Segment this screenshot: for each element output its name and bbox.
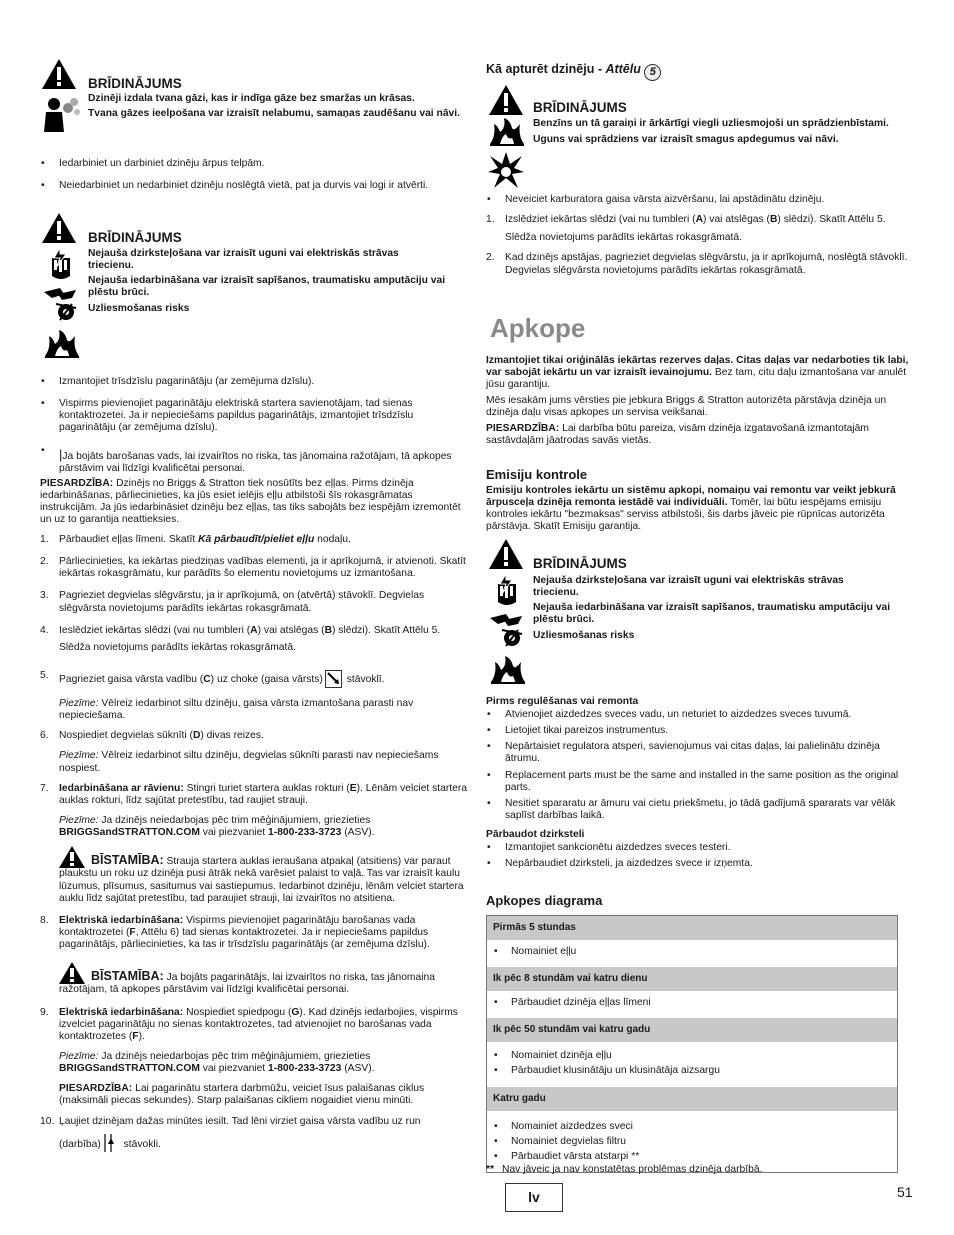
warning-triangle-icon [488, 84, 524, 116]
emissions-paragraph: Emisiju kontroles iekārtu un sistēmu apkopi, nomaiņu vai remontu var veikt jebkurā ārpusceļa dzinēja remonta iestādē vai individuāli. Tomēr, lai būtu iespējams emisiju kontroles iekārtu "bezmaksas" serviss atbilstoši, šis darbs jāveic pie rūpnīcas autorizēta pārstāvja. Skatīt Emisiju garantija. [486, 485, 896, 533]
list-item: 3. Pagrieziet degvielas slēgvārstu, ja ir aprīkojumā, on (atvērtā) stāvoklī. Degvielas slēgvārsta novietojums parādīts iekārtas rokasgrāmatā. [40, 590, 425, 614]
warning-block-spark [486, 538, 912, 688]
warning-text: Uguns vai sprādziens var izraisīt smagus apdegumus vai nāvi. [533, 134, 839, 145]
exhaust-fumes-icon [40, 96, 82, 134]
list-item: • Nesitiet spararatu ar āmuru vai cietu priekšmetu, jo tādā gadījumā spararats var vēlāk saplīst darbības laikā. [486, 798, 912, 822]
list-item: 10. Ļaujiet dzinējam dažas minūtes iesilt. Tad lēni virziet gaisa vārsta vadību uz run (darbība) stāvokli. [40, 1115, 421, 1150]
warning-block-spark [40, 212, 470, 362]
right-column [486, 0, 912, 1235]
list-item: 4. Ieslēdziet iekārtas slēdzi (vai nu tumbleri (A) vai atslēgas (B) slēdzi). Skatīt Attēlu 5. Slēdža novietojums parādīts iekārtas rokasgrāmatā. [40, 624, 441, 653]
page-title: Apkope [490, 313, 586, 343]
list-item: • Lietojiet tikai pareizos instrumentus. [486, 725, 912, 737]
entanglement-icon [42, 284, 82, 324]
explosion-icon [486, 150, 526, 190]
warning-title: BRĪDINĀJUMS [88, 230, 182, 245]
danger-triangle-icon [58, 845, 86, 869]
warning-text: Nejauša dzirksteļošana var izraisīt uguni vai elektriskās strāvas triecienu. [88, 248, 399, 272]
table-header: Pirmās 5 stundas [487, 916, 897, 940]
list-item: • Nepārbaudiet dzirksteli, ja aizdedzes svece ir izņemta. [486, 858, 912, 870]
start-steps [40, 534, 470, 1152]
fire-icon [489, 654, 527, 686]
list-item: 8. Elektriskā iedarbināšana: Vispirms pievienojiet pagarinātāju barošanas vada kontaktrozetei (F, Attēlu 6) tad sienas kontaktrozetei. Ja ir nepieciešams papildus pagarinātājs, pārliecinieties, ka tas ir trīsdzīslu pagarinātājs (ar zemējuma dzīslu). [40, 914, 430, 951]
list-item: • Nomainiet eļļu [493, 946, 891, 958]
section-title-emissions: Emisiju kontrole [486, 467, 588, 482]
warning-text: Uzliesmošanas risks [88, 303, 190, 314]
list-item: • Nomainiet aizdedzes sveci [493, 1121, 891, 1133]
table-footnote: ** Nav jāveic ja nav konstatētas problēmas dzinēja darbībā. [486, 1164, 763, 1175]
list-item: 2. Pārliecinieties, ka iekārtas piedziņas vadības elementi, ja ir aprīkojumā, ir atvienoti. Skatīt iekārtas rokasgrāmatu, kur parādīts šo elementu novietojums uz izmantošana. [40, 556, 466, 580]
list-item: • Replacement parts must be the same and installed in the same position as the original parts. [486, 770, 912, 794]
list-item: • Neveiciet karburatora gaisa vārsta aizvēršanu, lai apstādinātu dzinēju. [486, 194, 912, 206]
danger-block: BĪSTAMĪBA: Strauja startera auklas ieraušana atpakaļ (atsitiens) var paraut plaukstu un roku uz dzinēja pusi ātrāk nekā varēsiet palaist to vaļā. Tas var izraisīt kaulu lūzumus, plīsumus, sasitumus vai sastiepumus. Iedarbinot dzinēju, lēnām velciet startera auklu līdz sajūtat pretestību, tad paraujiet strauji, lai izvairītos no atsitiena. [40, 853, 470, 905]
list-item: • Pārbaudiet klusinātāju un klusinātāja aizsargu [493, 1065, 891, 1077]
list-item: 5. Pagrieziet gaisa vārsta vadību (C) uz choke (gaisa vārsts) stāvoklī. Piezīme: Vēlreiz iedarbinot siltu dzinēju, gaisa vārsta izmantošana parasti nav nepieciešama. [40, 669, 414, 722]
table-row [487, 991, 897, 1018]
warning-title: BRĪDINĀJUMS [88, 76, 182, 91]
electric-shock-icon [490, 572, 524, 608]
table-header: Ik pēc 8 stundām vai katru dienu [487, 967, 897, 991]
list-item: 7. Iedarbināšana ar rāvienu: Stingri turiet startera auklas rokturi (E). Lēnām velciet startera auklas rokturi, līdz sajūtat pretestību, tad raujiet strauji. Piezīme: Ja dzinējs neiedarbojas pēc trim mēģinājumiem, griezieties BRIGGSandSTRATTON.COM vai piezvaniet 1-800-233-3723 (ASV). [40, 782, 468, 839]
table-header: Ik pēc 50 stundām vai katru gadu [487, 1018, 897, 1042]
warning-text: Tvana gāzes ieelpošana var izraisīt nelabumu, samaņas zaudēšanu vai nāvi. [88, 108, 460, 119]
danger-triangle-icon [58, 961, 86, 985]
danger-block: BĪSTAMĪBA: Ja bojāts pagarinātājs, lai izvairītos no riska, tas jānomaina ražotājam, tā apkopes pārstāvim vai līdzīgi kvalificētai personai. [40, 969, 470, 996]
list-item: • Pārbaudiet dzinēja eļļas līmeni [493, 997, 891, 1009]
list-item: 1. Izslēdziet iekārtas slēdzi (vai nu tumbleri (A) vai atslēgas (B) slēdzi). Skatīt Attēlu 5. Slēdža novietojums parādīts iekārtas rokasgrāmatā. [486, 214, 886, 244]
language-code: lv [505, 1183, 563, 1212]
warning-block-fuel [486, 84, 912, 192]
maintenance-table [486, 915, 898, 1173]
warning-text: Nejauša dzirksteļošana var izraisīt uguni vai elektriskās strāvas triecienu. [533, 575, 844, 599]
warning-text: Dzinēji izdala tvana gāzi, kas ir indīga gāze bez smaržas un krāsas. [88, 93, 415, 104]
co-bullets [40, 158, 470, 192]
stop-steps [486, 194, 912, 277]
entanglement-icon [488, 610, 528, 650]
subsection-title: Pirms regulēšanas vai remonta [486, 696, 639, 707]
warning-text: Nejauša iedarbināšana var izraisīt sapīšanos, traumatisku amputāciju vai plēstu brūci. [88, 275, 446, 299]
list-item: • Nomainiet dzinēja eļļu [493, 1050, 891, 1062]
warning-triangle-icon [488, 538, 524, 570]
section-title-stop: Kā apturēt dzinēju - Attēlu 5 [486, 62, 661, 81]
caution-paragraph: PIESARDZĪBA: Dzinējs no Briggs & Stratton tiek nosūtīts bez eļļas. Pirms dzinēja iedarbināšanas, pārliecinieties, ka jūs esiet ielējis eļļu atbilstoši šīs rokasgrāmatas instrukcijām. Ja jūs iedarbināsiet dzinēju bez eļļas, tas tiks sabojāts bez iespējām izremontēt un uz to garantija neattieksies. [40, 478, 461, 526]
warning-title: BRĪDINĀJUMS [533, 100, 627, 115]
pre-repair-list [486, 709, 912, 822]
list-item: • Pārbaudiet vārsta atstarpi ** [493, 1151, 891, 1163]
list-item: 1. Pārbaudiet eļļas līmeni. Skatīt Kā pārbaudīt/pieliet eļļu nodaļu. [40, 534, 351, 545]
list-item: 9. Elektriskā iedarbināšana: Nospiediet spiedpogu (G). Kad dzinējs iedarbojies, vispirms izvelciet pagarinātāju no sienas kontaktrozetes, tad atvienojiet no barošanas vada kontaktrozetes (F). Piezīme: Ja dzinējs neiedarbojas pēc trim mēģinājumiem, griezieties BRIGGSandSTRATTON.COM vai piezvaniet 1-800-233-3723 (ASV). PIESARDZĪBA: Lai pagarinātu startera darbmūžu, veiciet īsus palaišanas ciklus (maksimāli piecas sekundes). Starp palaišanas cikliem nogaidiet vienu minūti. [40, 1006, 458, 1107]
list-item: 6. Nospiediet degvielas sūknīti (D) divas reizes. Piezīme: Vēlreiz iedarbinot siltu dzinēju, degvielas sūknīti parasti nav nepieciešams nospiest. [40, 730, 439, 774]
warning-triangle-icon [41, 58, 77, 90]
list-item: • Atvienojiet aizdedzes sveces vadu, un neturiet to aizdedzes sveces tuvumā. [486, 709, 912, 721]
warning-block-co [40, 58, 470, 138]
page-number: 51 [897, 1184, 913, 1200]
list-item: • Neiedarbiniet un nedarbiniet dzinēju noslēgtā vietā, pat ja durvis vai logi ir atvērti. [40, 180, 470, 192]
warning-text: Uzliesmošanas risks [533, 630, 635, 641]
table-header: Katru gadu [487, 1087, 897, 1111]
table-row [487, 1042, 897, 1086]
list-item: • |Ja bojāts barošanas vads, lai izvairītos no riska, tas jānomaina ražotājam, tā apkopes pārstāvim vai līdzīgi kvalificētai personai. [40, 445, 470, 475]
figure-ref-badge: 5 [644, 64, 661, 81]
fire-icon [488, 116, 526, 148]
list-item: • Vispirms pievienojiet pagarinātāju elektriskā startera savienotājam, tad sienas kontaktrozetei. Ja ir nepieciešams papildus pagarinātājs, izmantojiet trīsdzīslu pagarinātāju (ar zemējuma dzīslu). [40, 398, 470, 434]
dealer-paragraph: Mēs iesakām jums vērsties pie jebkura Briggs & Stratton autorizēta pārstāvja dzinēja un dzinēja daļu visas apkopes un servisa veikšanai. [486, 395, 887, 419]
warning-text: Nejauša iedarbināšana var izraisīt sapīšanos, traumatisku amputāciju vai plēstu brūci. [533, 602, 891, 626]
table-row [487, 1111, 897, 1172]
spark-list [486, 842, 912, 870]
section-title-schedule: Apkopes diagrama [486, 893, 603, 908]
list-item: • Nomainiet degvielas filtru [493, 1136, 891, 1148]
table-row [487, 940, 897, 967]
electric-shock-icon [44, 246, 78, 282]
caution-paragraph: PIESARDZĪBA: Lai darbība būtu pareiza, visām dzinēja izgatavošanā izmantotajām sastāvdaļām jāatrodas savās vietās. [486, 423, 869, 447]
warning-triangle-icon [41, 212, 77, 244]
warning-title: BRĪDINĀJUMS [533, 556, 627, 571]
left-column [40, 0, 470, 1235]
fire-icon [43, 328, 81, 360]
choke-symbol-icon [325, 670, 342, 688]
parts-paragraph: Izmantojiet tikai oriģinālās iekārtas rezerves daļas. Citas daļas var nedarboties tik labi, var sabojāt iekārtu un var izraisīt ievainojumu. Bez tam, citu daļu izmantošana var anulēt jūsu garantiju. [486, 355, 909, 391]
subsection-title: Pārbaudot dzirksteli [486, 829, 585, 840]
cord-bullets [40, 376, 470, 475]
list-item: 2. Kad dzinējs apstājas, pagrieziet degvielas slēgvārstu, ja ir aprīkojumā, noslēgtā stāvoklī. Degvielas slēgvārsta novietojums parādīts iekārtas rokasgrāmatā. [486, 252, 908, 276]
list-item: • Izmantojiet sankcionētu aizdedzes sveces testeri. [486, 842, 912, 854]
list-item: • Izmantojiet trīsdzīslu pagarinātāju (ar zemējuma dzīslu). [40, 376, 470, 388]
list-item: • Iedarbiniet un darbiniet dzinēju ārpus telpām. [40, 158, 470, 170]
run-symbol-icon [103, 1134, 119, 1152]
warning-text: Benzīns un tā garaiņi ir ārkārtīgi viegli uzliesmojoši un sprādzienbīstami. [533, 118, 889, 129]
list-item: • Nepārtaisiet regulatora atsperi, savienojumus vai citas daļas, lai palielinātu dzinēja ātrumu. [486, 741, 912, 765]
